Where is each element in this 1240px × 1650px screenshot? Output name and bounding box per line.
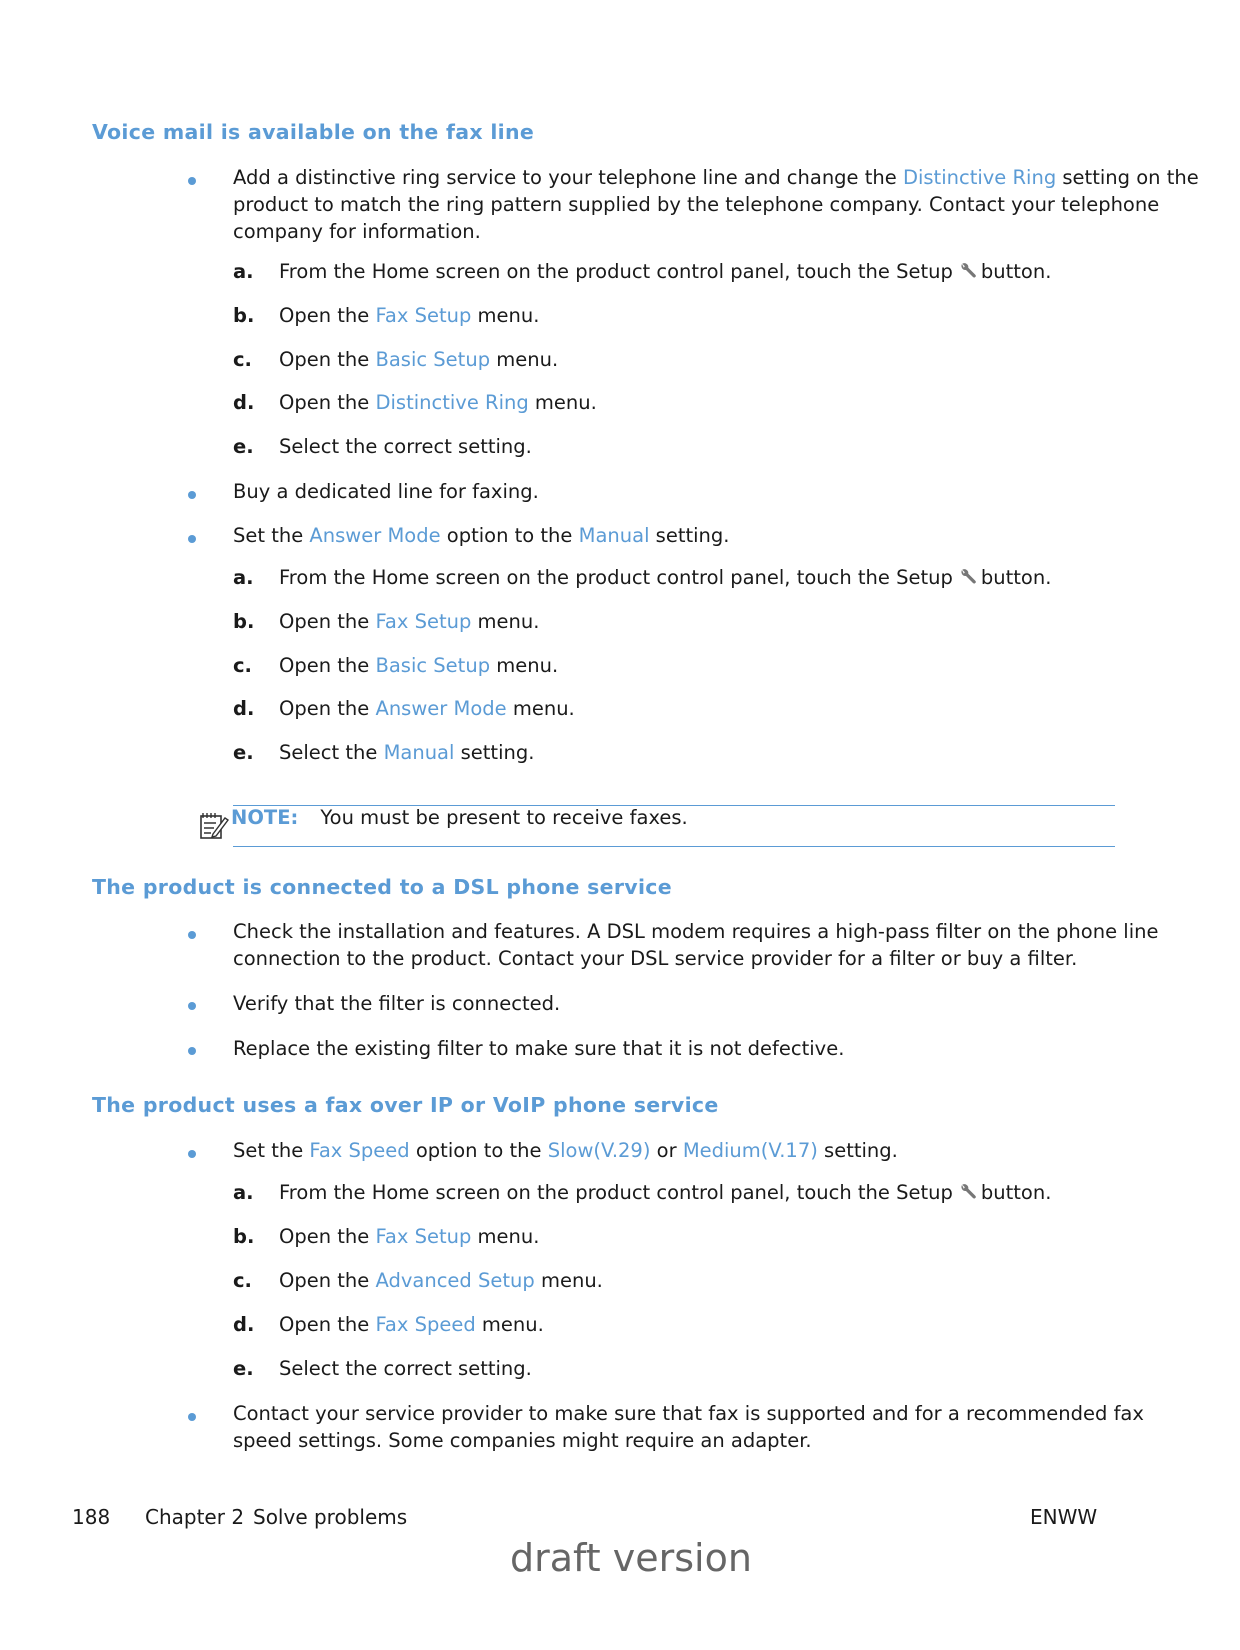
step-text: Select the correct setting.	[279, 435, 532, 458]
bullet-paragraph: Check the installation and features. A DSL modem requires a high-pass filter on the phone line connection to the product. Contact your DSL service provider for a filter or buy a filter.	[233, 920, 1159, 970]
link-fax-speed[interactable]: Fax Speed	[375, 1313, 476, 1336]
note	[231, 806, 688, 829]
bullet-paragraph: Contact your service provider to make sure that fax is supported and for a recommended fax speed settings. Some companies might require an adapter.	[233, 1402, 1144, 1452]
link-fax-setup[interactable]: Fax Setup	[375, 1225, 472, 1248]
bullet-dot	[188, 535, 196, 543]
step-letter: c.	[233, 348, 252, 371]
step-text: Open the Distinctive Ring menu.	[279, 391, 597, 414]
link-manual[interactable]: Manual	[383, 741, 455, 764]
link-manual[interactable]: Manual	[578, 524, 650, 547]
step-letter: e.	[233, 1357, 254, 1380]
step-text: Open the Basic Setup menu.	[279, 654, 559, 677]
link-answer-mode[interactable]: Answer Mode	[375, 697, 507, 720]
link-distinctive-ring[interactable]: Distinctive Ring	[375, 391, 529, 414]
step-text: Open the Answer Mode menu.	[279, 697, 575, 720]
step-letter: e.	[233, 741, 254, 764]
wrench-icon	[959, 1183, 977, 1206]
step-letter: c.	[233, 1269, 252, 1292]
step-text: Select the Manual setting.	[279, 741, 535, 764]
link-fax-speed[interactable]: Fax Speed	[309, 1139, 410, 1162]
link-advanced-setup[interactable]: Advanced Setup	[375, 1269, 535, 1292]
bullet-paragraph: Add a distinctive ring service to your telephone line and change the Distinctive Ring setting on the product to match the ring pattern supplied by the telephone company. Contact your telephone company for information.	[233, 166, 1199, 243]
bullet-paragraph: Verify that the filter is connected.	[233, 992, 561, 1015]
step-letter: c.	[233, 654, 252, 677]
step-letter: a.	[233, 566, 254, 589]
step-letter: e.	[233, 435, 254, 458]
bullet-dot	[188, 931, 196, 939]
link-basic-setup[interactable]: Basic Setup	[375, 348, 491, 371]
bullet-dot	[188, 1150, 196, 1158]
link-distinctive-ring[interactable]: Distinctive Ring	[902, 166, 1057, 189]
bullet-paragraph: Buy a dedicated line for faxing.	[233, 480, 539, 503]
step-text: From the Home screen on the product control panel, touch the Setup button.	[279, 1181, 1052, 1204]
link-slow-v29[interactable]: Slow(V.29)	[547, 1139, 651, 1162]
note-text: You must be present to receive faxes.	[320, 806, 688, 829]
section-heading-voip: The product uses a fax over IP or VoIP phone service	[92, 1093, 719, 1117]
footer-right-label: ENWW	[1030, 1505, 1098, 1529]
bullet-paragraph: Set the Fax Speed option to the Slow(V.29) or Medium(V.17) setting.	[233, 1139, 898, 1162]
step-letter: b.	[233, 1225, 255, 1248]
section-heading-voice-mail: Voice mail is available on the fax line	[92, 120, 535, 144]
step-letter: d.	[233, 1313, 255, 1336]
footer-chapter-title: Solve problems	[253, 1505, 408, 1529]
wrench-icon	[959, 568, 977, 591]
step-letter: a.	[233, 260, 254, 283]
link-basic-setup[interactable]: Basic Setup	[375, 654, 491, 677]
link-medium-v17[interactable]: Medium(V.17)	[682, 1139, 818, 1162]
bullet-paragraph: Set the Answer Mode option to the Manual setting.	[233, 524, 730, 547]
step-text: From the Home screen on the product control panel, touch the Setup button.	[279, 260, 1052, 283]
page-number: 188	[72, 1505, 111, 1529]
link-fax-setup[interactable]: Fax Setup	[375, 304, 472, 327]
step-letter: b.	[233, 304, 255, 327]
step-text: Open the Basic Setup menu.	[279, 348, 559, 371]
note-label: NOTE:	[231, 806, 299, 829]
step-text: Open the Fax Setup menu.	[279, 1225, 540, 1248]
section-heading-dsl: The product is connected to a DSL phone service	[92, 875, 672, 899]
link-answer-mode[interactable]: Answer Mode	[309, 524, 441, 547]
footer-chapter: Chapter 2	[145, 1505, 245, 1529]
step-text: Open the Fax Setup menu.	[279, 304, 540, 327]
step-letter: d.	[233, 697, 255, 720]
draft-watermark: draft version	[510, 1536, 752, 1580]
note-bottom-rule	[233, 846, 1115, 847]
step-text: From the Home screen on the product control panel, touch the Setup button.	[279, 566, 1052, 589]
link-fax-setup[interactable]: Fax Setup	[375, 610, 472, 633]
bullet-dot	[188, 1047, 196, 1055]
step-text: Open the Fax Setup menu.	[279, 610, 540, 633]
step-text: Select the correct setting.	[279, 1357, 532, 1380]
bullet-dot	[188, 491, 196, 499]
step-letter: a.	[233, 1181, 254, 1204]
step-text: Open the Advanced Setup menu.	[279, 1269, 603, 1292]
wrench-icon	[959, 262, 977, 285]
step-text: Open the Fax Speed menu.	[279, 1313, 544, 1336]
bullet-dot	[188, 177, 196, 185]
bullet-paragraph: Replace the existing filter to make sure that it is not defective.	[233, 1037, 845, 1060]
bullet-dot	[188, 1413, 196, 1421]
step-letter: b.	[233, 610, 255, 633]
bullet-dot	[188, 1002, 196, 1010]
step-letter: d.	[233, 391, 255, 414]
note-icon	[199, 810, 229, 845]
